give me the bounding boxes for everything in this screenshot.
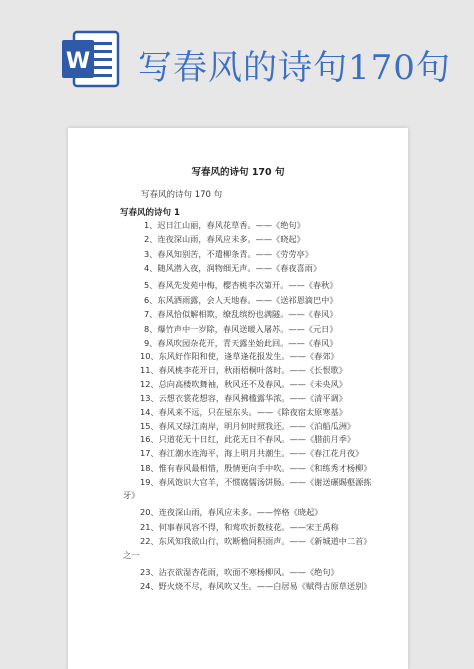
poem-line: 21、何事春风容不得，和莺吹折数枝花。——宋王禹称 xyxy=(140,522,339,532)
poem-line: 17、春江潮水连海平，海上明月共潮生。——《春江花月夜》 xyxy=(140,448,364,458)
document-subtitle: 写春风的诗句 170 句 xyxy=(141,190,223,200)
banner xyxy=(0,0,474,120)
poem-line: 16、只道花无十日红，此花无日不春风。——《腊前月季》 xyxy=(140,434,356,444)
poem-line: 20、连夜深山雨，春风应未多。——悴格《晓起》 xyxy=(140,507,323,517)
poem-line: 2、连夜深山雨，春风应未多。——《晓起》 xyxy=(144,234,305,244)
poem-line: 23、沾衣欲湿杏花雨，吹面不寒杨柳风。——《绝句》 xyxy=(140,567,339,577)
poem-line: 24、野火烧不尽，春风吹又生。——白居易《赋得古原草送别》 xyxy=(140,581,372,591)
section-heading: 写春风的诗句 1 xyxy=(120,208,180,218)
poem-line: 7、春风恰似解相欺，缭乱缤纷也满隧。——《春风》 xyxy=(144,309,338,319)
poem-line: 4、随风潜入夜，润物细无声。——《春夜喜雨》 xyxy=(144,263,322,273)
poem-line: 9、春风吹园杂花开，青天露坐始此回。——《春风》 xyxy=(144,338,338,348)
poem-line: 1、迟日江山丽，春风花草香。——《绝句》 xyxy=(144,220,305,230)
poem-line: 19、春风饱识大官羊，不惯腐儒汤饼肠。——《谢送碾賜壑源拣 xyxy=(140,477,372,487)
banner-title: 写春风的诗句170句 xyxy=(138,48,451,88)
poem-line: 5、春风先发苑中梅，樱杏桃李次第开。——《春秋》 xyxy=(144,280,338,290)
poem-line: 3、春风知别苦，不遣柳条青。——《劳劳亭》 xyxy=(144,249,313,259)
poem-line: 牙》 xyxy=(123,490,140,500)
word-icon-letter: W xyxy=(65,49,91,74)
document-page xyxy=(68,128,408,669)
poem-line: 12、总向高楼吹舞袖，秋风还不及春风。——《未央风》 xyxy=(140,379,347,389)
poem-line: 10、东风好作阳和使，逢草逢花报发生。——《春郊》 xyxy=(140,351,339,361)
poem-line: 11、春风桃李花开日，秋雨梧桐叶落时。——《长恨歌》 xyxy=(140,365,347,375)
poem-line: 14、春风来不远，只在屋东头。——《除夜宿太原寒基》 xyxy=(140,407,347,417)
poem-line: 15、春风又绿江南岸，明月何时照我还。——《泊船瓜洲》 xyxy=(140,421,356,431)
word-document-icon xyxy=(60,28,122,90)
poem-line: 6、东风洒雨露，会人天地春。——《送祁恩滴巴中》 xyxy=(144,295,338,305)
poem-line: 22、东风知我欲山行，吹断檐间积雨声。——《新城道中二首》 xyxy=(140,536,372,546)
poem-line: 18、惟有春风最相惜，殷情更向手中吹。——《和练秀才杨柳》 xyxy=(140,463,372,473)
poem-line: 13、云想衣裳花想容，春风拂槛露华浓。——《清平调》 xyxy=(140,393,347,403)
document-title: 写春风的诗句 170 句 xyxy=(191,167,285,178)
poem-line: 之一 xyxy=(123,550,140,560)
poem-line: 8、爆竹声中一岁除，春风送暖入屠苏。——《元日》 xyxy=(144,324,338,334)
